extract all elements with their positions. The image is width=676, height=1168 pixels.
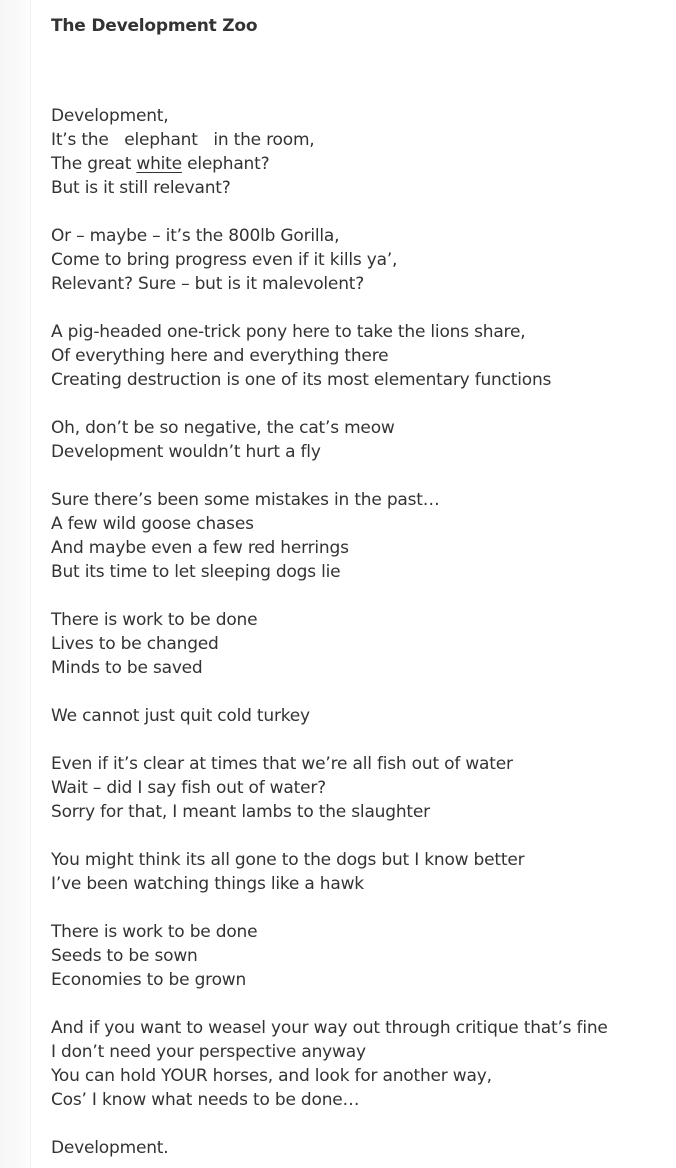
poem-line: Minds to be saved	[51, 658, 203, 678]
poem-line: Development.	[51, 1138, 169, 1158]
poem-line	[51, 152, 661, 176]
poem-line-text: The great	[51, 154, 137, 174]
poem-line: A pig-headed one-trick pony here to take the lions share,	[51, 322, 526, 342]
poem-line: A few wild goose chases	[51, 514, 254, 534]
poem-stanza	[51, 224, 661, 296]
poem-line: Development,	[51, 106, 169, 126]
underlined-word: white	[136, 154, 182, 174]
poem-stanza	[51, 752, 661, 824]
poem-line: Even if it’s clear at times that we’re all fish out of water	[51, 754, 513, 774]
poem-line: But its time to let sleeping dogs lie	[51, 562, 341, 582]
poem-line: Seeds to be sown	[51, 946, 198, 966]
poem-line: Development wouldn’t hurt a fly	[51, 442, 321, 462]
poem-line: Relevant? Sure – but is it malevolent?	[51, 274, 365, 294]
poem-line: You might think its all gone to the dogs but I know better	[51, 850, 525, 870]
poem-line: Oh, don’t be so negative, the cat’s meow	[51, 418, 395, 438]
poem-stanza	[51, 608, 661, 680]
poem-line: Come to bring progress even if it kills ya’,	[51, 250, 398, 270]
poem-line: Sure there’s been some mistakes in the past…	[51, 490, 440, 510]
poem-stanza	[51, 1136, 661, 1160]
poem-stanza	[51, 920, 661, 992]
poem-line: Economies to be grown	[51, 970, 247, 990]
poem-line: We cannot just quit cold turkey	[51, 706, 310, 726]
poem-line: Wait – did I say fish out of water?	[51, 778, 326, 798]
poem-line: Creating destruction is one of its most elementary functions	[51, 370, 552, 390]
poem-line: Cos’ I know what needs to be done…	[51, 1090, 360, 1110]
poem-body	[51, 104, 661, 1160]
poem-line: Sorry for that, I meant lambs to the slaughter	[51, 802, 430, 822]
poem-line: Or – maybe – it’s the 800lb Gorilla,	[51, 226, 340, 246]
post-content	[51, 14, 661, 1168]
poem-line: There is work to be done	[51, 610, 258, 630]
page-title: The Development Zoo	[51, 16, 258, 36]
poem-line: I don’t need your perspective anyway	[51, 1042, 366, 1062]
poem-stanza	[51, 104, 661, 200]
poem-line-text: elephant?	[181, 154, 270, 174]
poem-line: There is work to be done	[51, 922, 258, 942]
poem-line: Of everything here and everything there	[51, 346, 389, 366]
poem-stanza	[51, 704, 661, 728]
poem-line: It’s the elephant in the room,	[51, 130, 315, 150]
poem-line: You can hold YOUR horses, and look for another way,	[51, 1066, 492, 1086]
poem-line: And if you want to weasel your way out through critique that’s fine	[51, 1018, 608, 1038]
poem-stanza	[51, 320, 661, 392]
poem-stanza	[51, 488, 661, 584]
poem-stanza	[51, 416, 661, 464]
poem-line: And maybe even a few red herrings	[51, 538, 349, 558]
poem-line: I’ve been watching things like a hawk	[51, 874, 364, 894]
poem-stanza	[51, 1016, 661, 1112]
poem-line: But is it still relevant?	[51, 178, 231, 198]
poem-line: Lives to be changed	[51, 634, 219, 654]
poem-stanza	[51, 848, 661, 896]
page-left-margin	[0, 0, 31, 1168]
